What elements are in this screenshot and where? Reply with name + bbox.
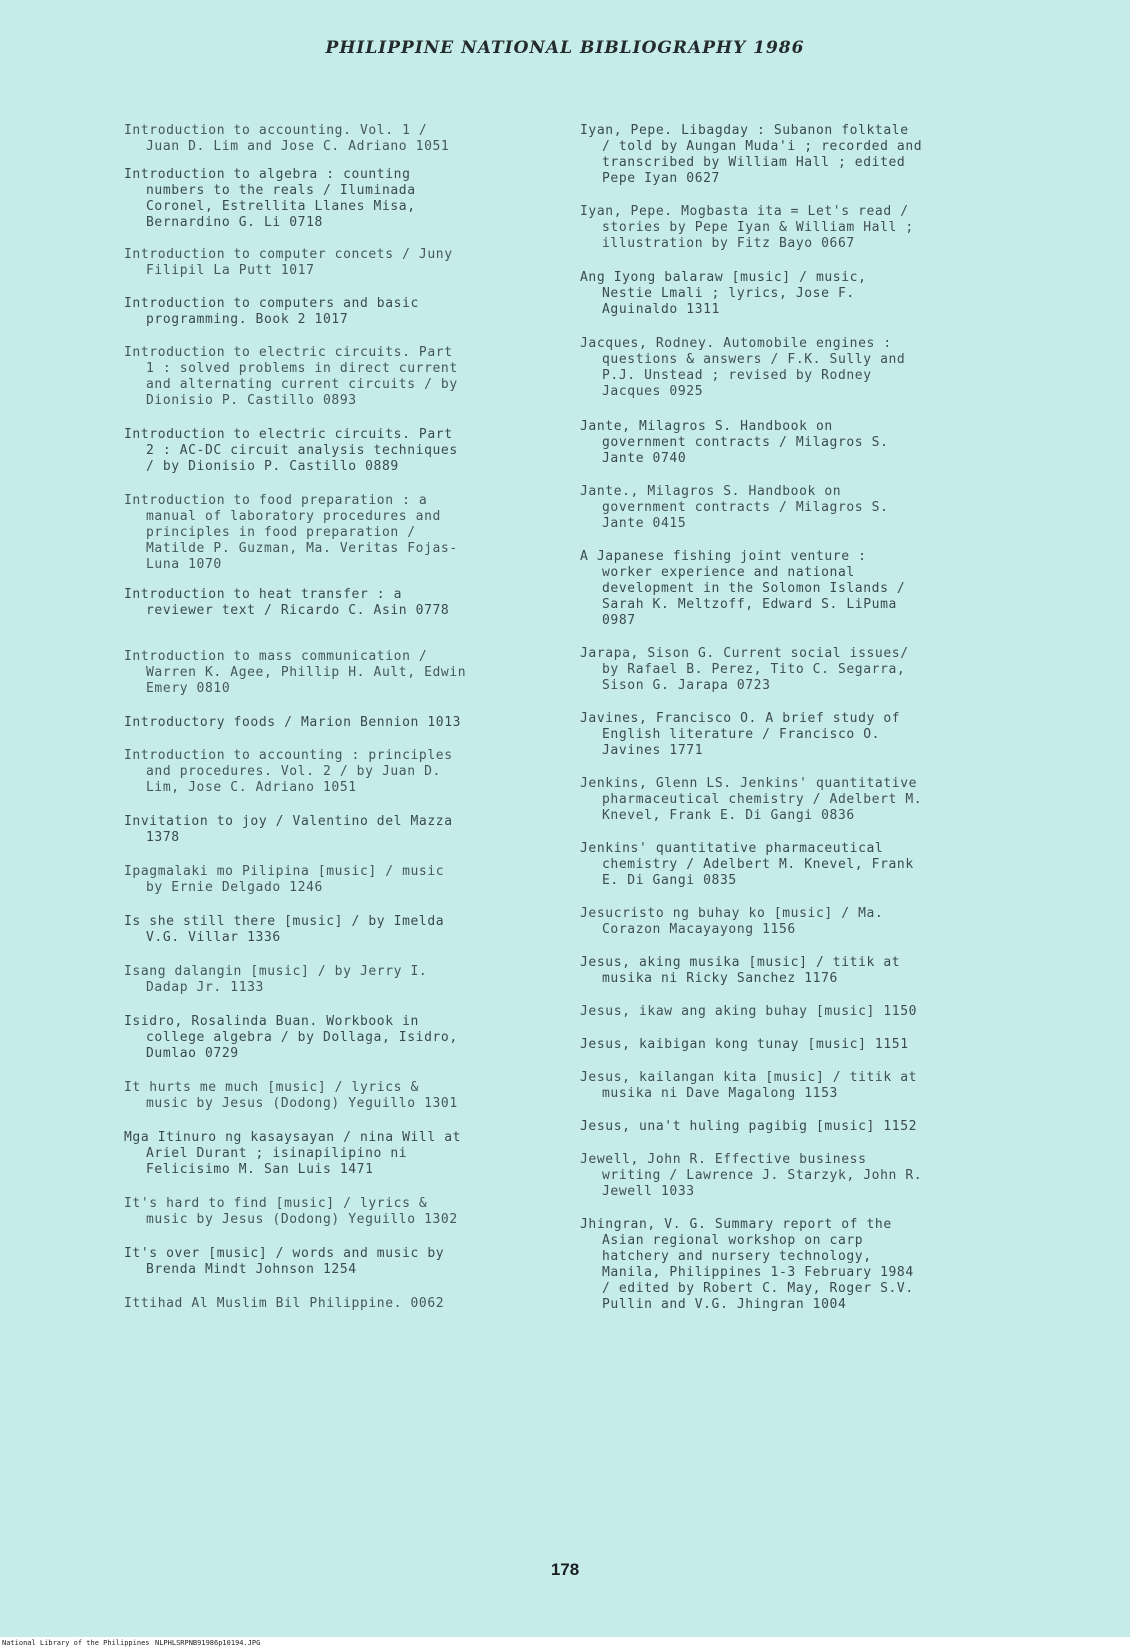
bib-entry: Introduction to computers and basic programming. Book 2 1017 [124,296,419,327]
bib-entry: Introduction to electric circuits. Part 2 : AC-DC circuit analysis techniques / by Dionisio P. Castillo 0889 [124,427,458,474]
bib-entry: Mga Itinuro ng kasaysayan / nina Will at Ariel Durant ; isinapilipino ni Felicisimo M. San Luis 1471 [124,1130,462,1177]
left-column [124,123,599,1312]
bib-entry: Ang Iyong balaraw [music] / music, Nestie Lmali ; lyrics, Jose F. Aguinaldo 1311 [580,270,867,317]
scan-footer [0,1637,1130,1650]
bib-entry: Introduction to heat transfer : a reviewer text / Ricardo C. Asin 0778 [124,587,450,618]
bib-entry: Introduction to algebra : counting numbers to the reals / Iluminada Coronel, Estrellita Llanes Misa, Bernardino G. Li 0718 [124,167,416,230]
bib-entry: Jesus, una't huling pagibig [music] 1152 [580,1119,918,1134]
bib-entry: It's hard to find [music] / lyrics & music by Jesus (Dodong) Yeguillo 1302 [124,1196,458,1227]
bib-entry: Introduction to electric circuits. Part 1 : solved problems in direct current and alternating current circuits / by Dionisio P. Castillo 0893 [124,345,458,408]
bib-entry: Introduction to computer concets / Juny Filipil La Putt 1017 [124,247,453,278]
bib-entry: Jesucristo ng buhay ko [music] / Ma. Corazon Macayayong 1156 [580,906,884,937]
page-number: 178 [550,1560,580,1579]
bib-entry: Is she still there [music] / by Imelda V.G. Villar 1336 [124,914,445,945]
bib-entry: Jacques, Rodney. Automobile engines : questions & answers / F.K. Sully and P.J. Unstead ; revised by Rodney Jacques 0925 [580,336,906,399]
bib-entry: Introduction to food preparation : a manual of laboratory procedures and principles in food preparation / Matilde P. Guzman, Ma. Veritas Fojas- Luna 1070 [124,493,458,572]
bib-entry: Jesus, aking musika [music] / titik at musika ni Ricky Sanchez 1176 [580,955,901,986]
bib-entry: Jewell, John R. Effective business writing / Lawrence J. Starzyk, John R. Jewell 1033 [580,1152,923,1199]
bib-entry: Jhingran, V. G. Summary report of the Asian regional workshop on carp hatchery and nursery technology, Manila, Philippines 1-3 February 1984 / edited by Robert C. May, Roger S.V. Pullin and V.G. Jhingran 1004 [580,1217,914,1312]
bib-entry: Ittihad Al Muslim Bil Philippine. 0062 [124,1296,445,1311]
bib-entry: A Japanese fishing joint venture : worker experience and national development in the Solomon Islands / Sarah K. Meltzoff, Edward S. LiPuma 0987 [580,549,906,628]
footer-file-id: NLPHLSRPNB91986p10194.JPG [155,1639,261,1647]
page-header: PHILIPPINE NATIONAL BIBLIOGRAPHY 1986 [325,38,805,58]
footer-library: National Library of the Philippines [2,1639,150,1647]
bib-entry: Introduction to accounting. Vol. 1 / Juan D. Lim and Jose C. Adriano 1051 [124,123,450,154]
bib-entry: Introduction to accounting : principles and procedures. Vol. 2 / by Juan D. Lim, Jose C. Adriano 1051 [124,748,453,795]
bib-entry: Isang dalangin [music] / by Jerry I. Dadap Jr. 1133 [124,964,428,995]
bib-entry: Ipagmalaki mo Pilipina [music] / music by Ernie Delgado 1246 [124,864,445,895]
bib-entry: Jenkins, Glenn LS. Jenkins' quantitative pharmaceutical chemistry / Adelbert M. Knevel, Frank E. Di Gangi 0836 [580,776,923,823]
bib-entry: Iyan, Pepe. Mogbasta ita = Let's read / stories by Pepe Iyan & William Hall ; illustration by Fitz Bayo 0667 [580,204,914,251]
bib-entry: It hurts me much [music] / lyrics & music by Jesus (Dodong) Yeguillo 1301 [124,1080,458,1111]
bib-entry: Javines, Francisco O. A brief study of English literature / Francisco O. Javines 1771 [580,711,901,758]
bib-entry: It's over [music] / words and music by Brenda Mindt Johnson 1254 [124,1246,445,1277]
bib-entry: Introduction to mass communication / Warren K. Agee, Phillip H. Ault, Edwin Emery 0810 [124,649,467,696]
bib-entry: Jesus, kailangan kita [music] / titik at musika ni Dave Magalong 1153 [580,1070,918,1101]
bib-entry: Jesus, ikaw ang aking buhay [music] 1150 [580,1004,918,1019]
bib-entry: Iyan, Pepe. Libagday : Subanon folktale / told by Aungan Muda'i ; recorded and transcribed by William Hall ; edited Pepe Iyan 0627 [580,123,923,186]
bib-entry: Jesus, kaibigan kong tunay [music] 1151 [580,1037,909,1052]
bib-entry: Jenkins' quantitative pharmaceutical chemistry / Adelbert M. Knevel, Frank E. Di Gangi 0835 [580,841,914,888]
bib-entry: Invitation to joy / Valentino del Mazza 1378 [124,814,453,845]
right-column [580,123,1055,1313]
bib-entry: Introductory foods / Marion Bennion 1013 [124,715,462,730]
bib-entry: Jante, Milagros S. Handbook on government contracts / Milagros S. Jante 0740 [580,419,889,466]
bib-entry: Jante., Milagros S. Handbook on government contracts / Milagros S. Jante 0415 [580,484,889,531]
bib-entry: Jarapa, Sison G. Current social issues/ by Rafael B. Perez, Tito C. Segarra, Sison G. Jarapa 0723 [580,646,909,693]
bib-entry: Isidro, Rosalinda Buan. Workbook in college algebra / by Dollaga, Isidro, Dumlao 0729 [124,1014,458,1061]
